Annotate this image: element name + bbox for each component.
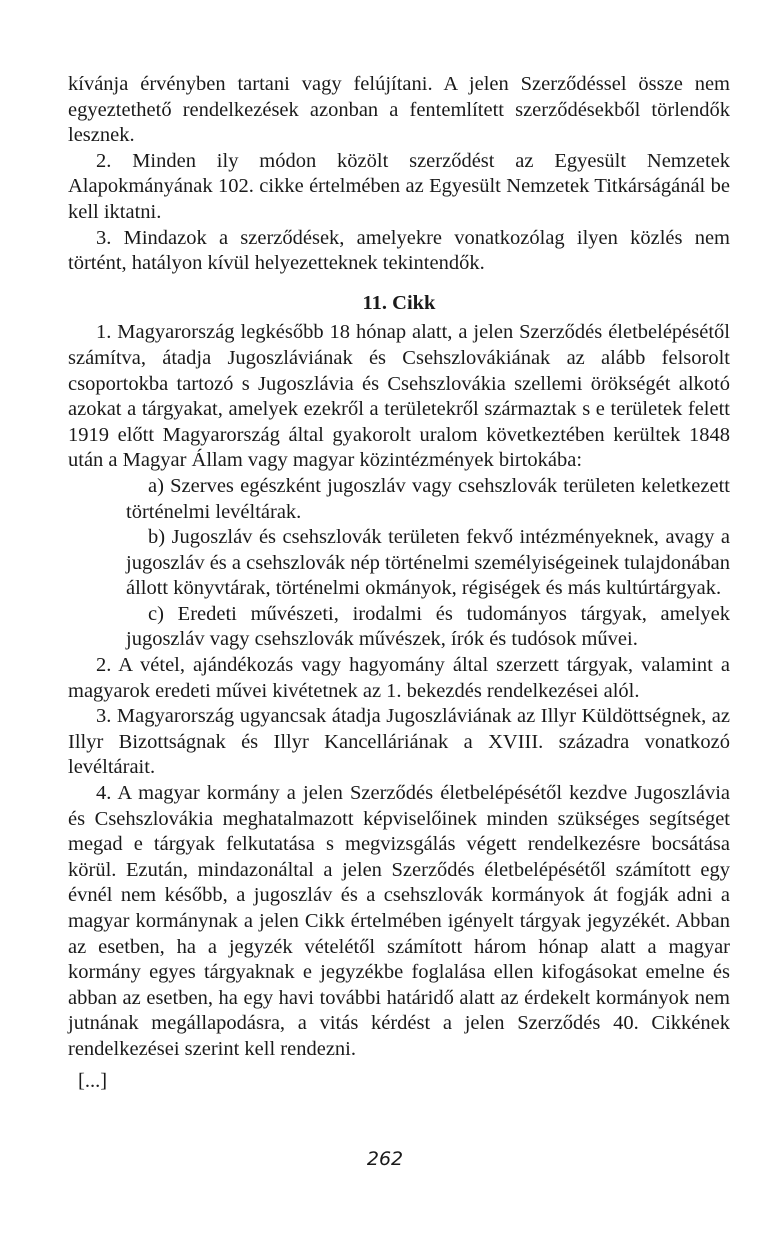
article-heading: 11. Cikk [362,291,436,314]
subitem-a: a) Szerves egészként jugoszláv vagy csehszlovák területen keletkezett történelmi levéltárak. [126,474,730,523]
subitem-b: b) Jugoszláv és csehszlovák területen fekvő intézményeknek, avagy a jugoszláv és a csehszlovák nép történelmi személyiségeinek tulajdonában állott könyvtárak, történelmi okmányok, régiségek és más kultúrtárgyak. [126,526,730,600]
document-page [68,72,730,1094]
paragraph-2: 2. Minden ily módon közölt szerződést az Egyesült Nemzetek Alapokmányának 102. cikke értelmében az Egyesült Nemzetek Titkárságánál be kell iktatni. [68,149,730,223]
subitem-c: c) Eredeti művészeti, irodalmi és tudományos tárgyak, amelyek jugoszláv vagy csehszlovák művészek, írók és tudósok művei. [126,602,730,651]
paragraph-3: 3. Mindazok a szerződések, amelyekre vonatkozólag ilyen közlés nem történt, hatályon kívül helyezetteknek tekintendők. [68,226,730,275]
paragraph-continuation: kívánja érvényben tartani vagy felújítani. A jelen Szerződéssel össze nem egyeztethető rendelkezések azonban a fentemlített szerződésekből törlendők lesznek. [68,73,730,147]
article-paragraph-4: 4. A magyar kormány a jelen Szerződés életbelépésétől kezdve Jugoszlávia és Csehszlovákia meghatalmazott képviselőinek minden szükséges segítséget megad e tárgyak felkutatása s megvizsgálás végett rendelkezésre bocsátása körül. Ezután, mindazonáltal a jelen Szerződés életbelépésétől számított egy évnél nem később, a jugoszláv és a csehszlovák kormányok át fogják adni a magyar kormánynak a jelen Cikk értelmében igényelt tárgyak jegyzékét. Abban az esetben, ha a jegyzék vételétől számított három hónap alatt a magyar kormány egyes tárgyaknak e jegyzékbe foglalása ellen kifogásokat emelne és abban az esetben, ha egy havi további határidő alatt az érdekelt kormányok nem jutnának megállapodásra, a vitás kérdést a jelen Szerződés 40. Cikkének rendelkezései szerint kell rendezni. [68,782,730,1060]
article-paragraph-3: 3. Magyarország ugyancsak átadja Jugoszláviának az Illyr Küldöttségnek, az Illyr Bizottságnak és Illyr Kancelláriának a XVIII. századra vonatkozó levéltárait. [68,705,730,779]
omission-marker: [...] [78,1069,108,1092]
page-number: 262 [366,1148,404,1170]
article-paragraph-2: 2. A vétel, ajándékozás vagy hagyomány által szerzett tárgyak, valamint a magyarok eredeti művei kivétetnek az 1. bekezdés rendelkezései alól. [68,654,730,702]
article-paragraph-1: 1. Magyarország legkésőbb 18 hónap alatt, a jelen Szerződés életbelépésétől számítva, átadja Jugoszláviának és Csehszlovákiának az alább felsorolt csoportokba tartozó s Jugoszlávia és Csehszlovákia szellemi örökségét alkotó azokat a tárgyakat, amelyek ezekről a területekről származtak s e területek felett 1919 előtt Magyarország által gyakorolt uralom következtében kerültek 1848 után a Magyar Állam vagy magyar közintézmények birtokába: [68,321,730,472]
